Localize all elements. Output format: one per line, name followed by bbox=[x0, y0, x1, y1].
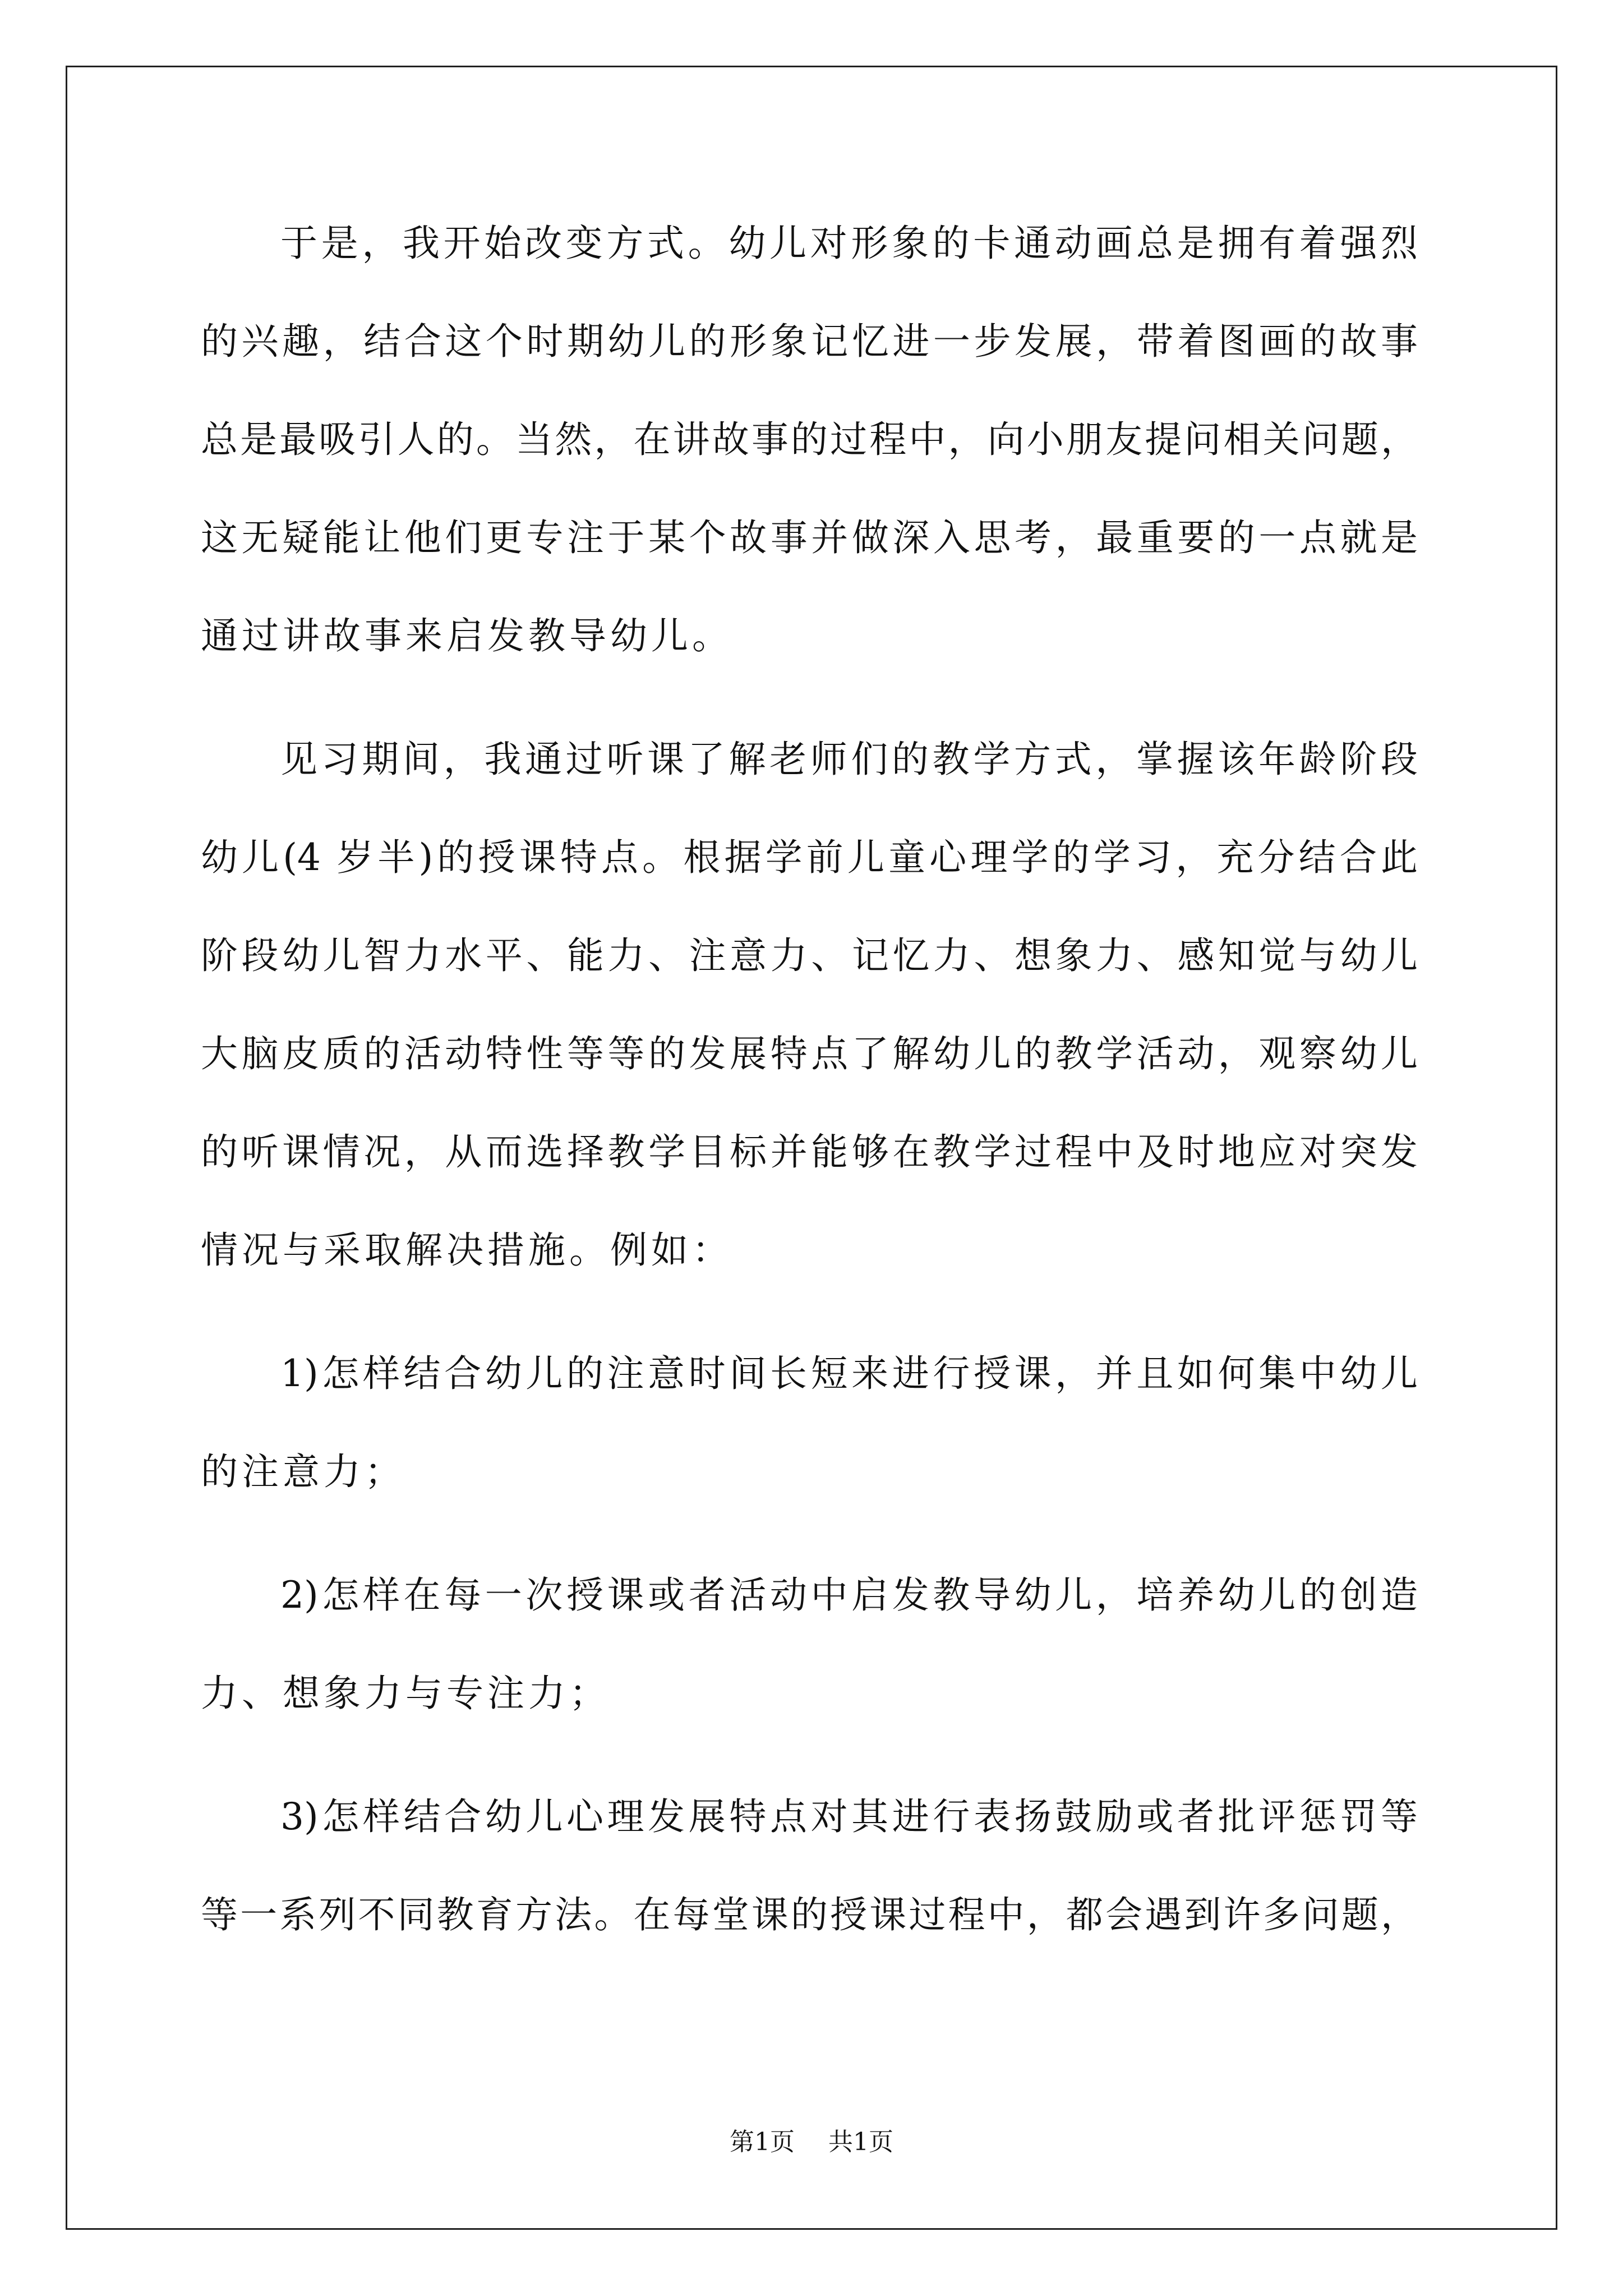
text-line: 力、想象力与专注力； bbox=[201, 1672, 610, 1715]
page-total: 共1页 bbox=[828, 2128, 893, 2156]
text-line: 等一系列不同教育方法。在每堂课的授课过程中，都会遇到许多问题， bbox=[201, 1893, 1418, 1936]
text-line: 阶段幼儿智力水平、能力、注意力、记忆力、想象力、感知觉与幼儿 bbox=[201, 934, 1418, 977]
text-line: 通过讲故事来启发教导幼儿。 bbox=[201, 614, 733, 657]
text-line: 的听课情况，从而选择教学目标并能够在教学过程中及时地应对突发 bbox=[201, 1130, 1418, 1174]
page-footer bbox=[0, 2122, 1623, 2157]
text-line: 这无疑能让他们更专注于某个故事并做深入思考，最重要的一点就是 bbox=[201, 516, 1418, 559]
text-line: 见习期间，我通过听课了解老师们的教学方式，掌握该年龄阶段 bbox=[280, 738, 1418, 781]
text-line: 总是最吸引人的。当然，在讲故事的过程中，向小朋友提问相关问题， bbox=[201, 418, 1418, 461]
text-line: 3)怎样结合幼儿心理发展特点对其进行表扬鼓励或者批评惩罚等 bbox=[280, 1795, 1418, 1838]
text-line: 于是，我开始改变方式。幼儿对形象的卡通动画总是拥有着强烈 bbox=[280, 222, 1418, 265]
text-line: 1)怎样结合幼儿的注意时间长短来进行授课，并且如何集中幼儿 bbox=[280, 1352, 1418, 1395]
text-line: 幼儿(4 岁半)的授课特点。根据学前儿童心理学的学习，充分结合此 bbox=[201, 836, 1418, 879]
text-line: 大脑皮质的活动特性等等的发展特点了解幼儿的教学活动，观察幼儿 bbox=[201, 1032, 1418, 1075]
text-line: 的注意力； bbox=[201, 1450, 405, 1493]
text-line: 2)怎样在每一次授课或者活动中启发教导幼儿，培养幼儿的创造 bbox=[280, 1573, 1418, 1617]
page-number: 第1页 bbox=[730, 2128, 795, 2156]
text-line: 情况与采取解决措施。例如： bbox=[201, 1228, 733, 1272]
text-line: 的兴趣，结合这个时期幼儿的形象记忆进一步发展，带着图画的故事 bbox=[201, 320, 1418, 363]
